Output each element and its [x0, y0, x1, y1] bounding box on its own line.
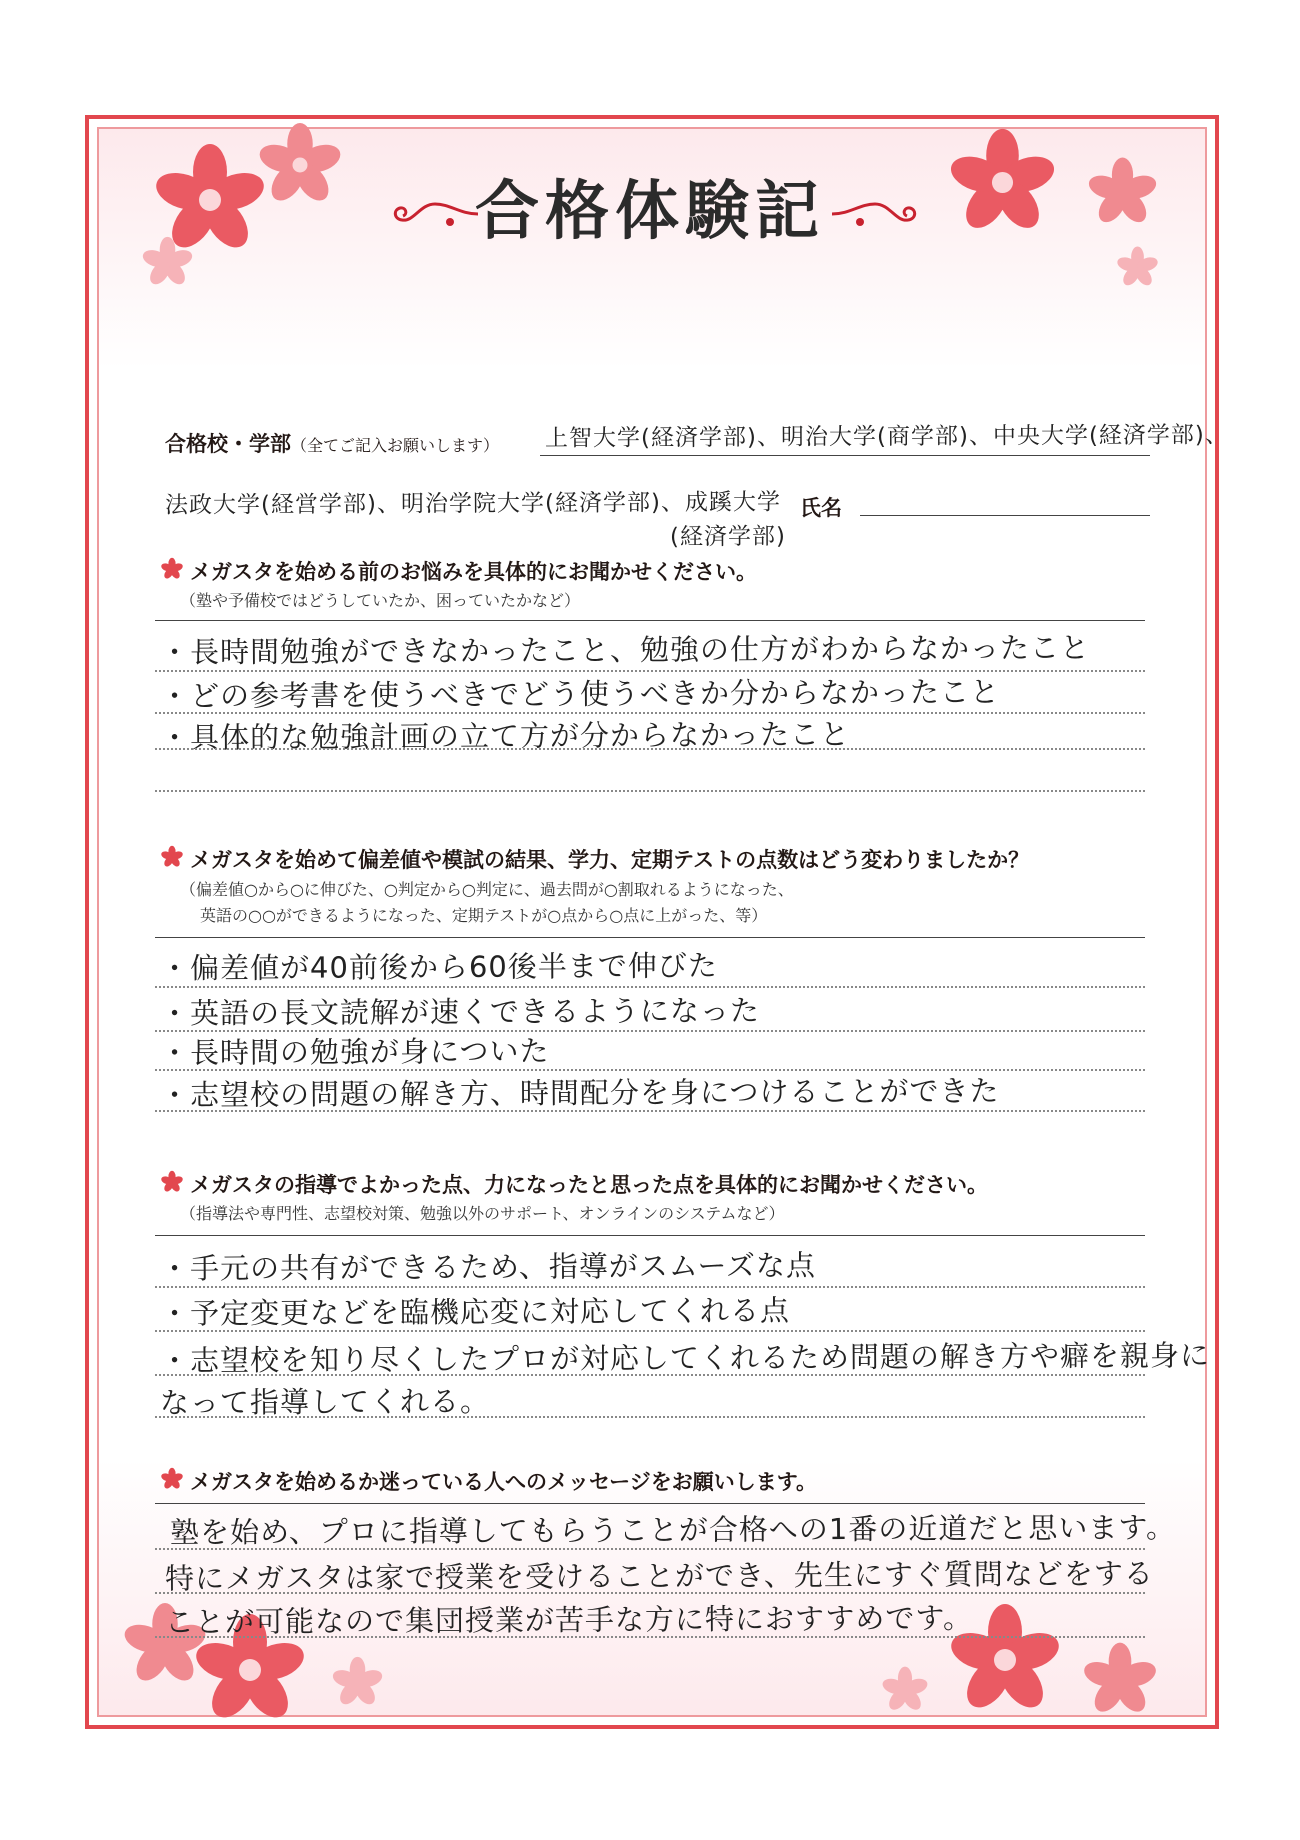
answer-rule: [155, 1286, 1145, 1288]
answer-1-line-2: ・どの参考書を使うべきでどう使うべきか分からなかったこと: [159, 674, 1001, 714]
swirl-ornament: [830, 196, 920, 232]
answer-rule: [155, 1636, 1145, 1638]
sakura-icon: [1080, 1640, 1160, 1720]
answer-4-line-2: 特にメガスタは家で授業を受けることができ、先生にすぐ質問などをする: [164, 1556, 1154, 1596]
question-1-hint: （塾や予備校ではどうしていたか、困っていたかなど）: [180, 591, 581, 610]
sakura-icon: [160, 845, 184, 869]
answer-4-line-3: ことが可能なので集団授業が苦手な方に特におすすめです。: [164, 1600, 974, 1640]
answer-4-line-1: 塾を始め、プロに指導してもらうことが合格への1番の近道だと思います。: [169, 1510, 1177, 1550]
answer-rule: [155, 1110, 1145, 1112]
answer-rule: [155, 1374, 1145, 1376]
school-answer-line2: 法政大学(経営学部)、明治学院大学(経済学部)、成蹊大学: [164, 489, 781, 519]
answer-rule: [155, 1330, 1145, 1332]
sakura-icon: [160, 557, 184, 581]
page-title: 合格体験記: [475, 174, 825, 249]
school-answer-line1: 上智大学(経済学部)、明治大学(商学部)、中央大学(経済学部)、: [544, 422, 1229, 452]
school-label-text: 合格校・学部: [165, 432, 291, 456]
question-3-hint: （指導法や専門性、志望校対策、勉強以外のサポート、オンラインのシステムなど）: [180, 1204, 785, 1223]
question-2-title: メガスタを始めて偏差値や模試の結果、学力、定期テストの点数はどう変わりましたか？: [190, 848, 1030, 872]
answer-2-line-2: ・英語の長文読解が速くできるようになった: [159, 993, 761, 1031]
school-underline: [540, 455, 1150, 456]
answer-2-line-1: ・偏差値が40前後から60後半まで伸びた: [159, 948, 718, 986]
answer-rule: [155, 1548, 1145, 1550]
answer-box-top-3: [155, 1235, 1145, 1236]
answer-3-line-1: ・手元の共有ができるため、指導がスムーズな点: [159, 1248, 817, 1286]
question-4-title: メガスタを始めるか迷っている人へのメッセージをお願いします。: [190, 1470, 818, 1494]
sakura-icon: [160, 1170, 184, 1194]
answer-2-line-3: ・長時間の勉強が身についた: [159, 1033, 550, 1071]
answer-3-line-4: なって指導してくれる。: [159, 1384, 491, 1420]
name-label: 氏名: [800, 496, 842, 520]
question-2-hint-1: （偏差値○から○に伸びた、○判定から○判定に、過去問が○割取れるようになった、: [180, 880, 794, 899]
answer-1-line-3: ・具体的な勉強計画の立て方が分からなかったこと: [159, 717, 851, 755]
sakura-icon: [160, 1467, 184, 1491]
sakura-icon: [330, 1655, 385, 1710]
answer-2-line-4: ・志望校の問題の解き方、時間配分を身につけることができた: [159, 1073, 1000, 1113]
sakura-icon: [880, 1665, 930, 1715]
answer-rule: [155, 986, 1145, 988]
question-3-title: メガスタの指導でよかった点、力になったと思った点を具体的にお聞かせください。: [190, 1173, 988, 1197]
answer-box-top-1: [155, 620, 1145, 621]
answer-box-top-4: [155, 1503, 1145, 1504]
school-answer-line3: (経済学部): [669, 523, 787, 551]
answer-1-line-1: ・長時間勉強ができなかったこと、勉強の仕方がわからなかったこと: [159, 630, 1091, 670]
answer-rule: [155, 1416, 1145, 1418]
answer-rule: [155, 748, 1145, 750]
answer-3-line-2: ・予定変更などを臨機応変に対応してくれる点: [159, 1293, 791, 1331]
school-note: （全てご記入お願いします）: [291, 436, 500, 455]
question-1-title: メガスタを始める前のお悩みを具体的にお聞かせください。: [190, 560, 757, 584]
school-label: [165, 428, 499, 458]
answer-box-top-2: [155, 937, 1145, 938]
answer-3-line-3: ・志望校を知り尽くしたプロが対応してくれるため問題の解き方や癖を親身に: [159, 1338, 1211, 1378]
name-underline: [860, 515, 1150, 516]
answer-rule: [155, 790, 1145, 792]
answer-rule: [155, 1592, 1145, 1594]
question-2-hint-2: 英語の○○ができるようになった、定期テストが○点から○点に上がった、等）: [200, 906, 768, 925]
